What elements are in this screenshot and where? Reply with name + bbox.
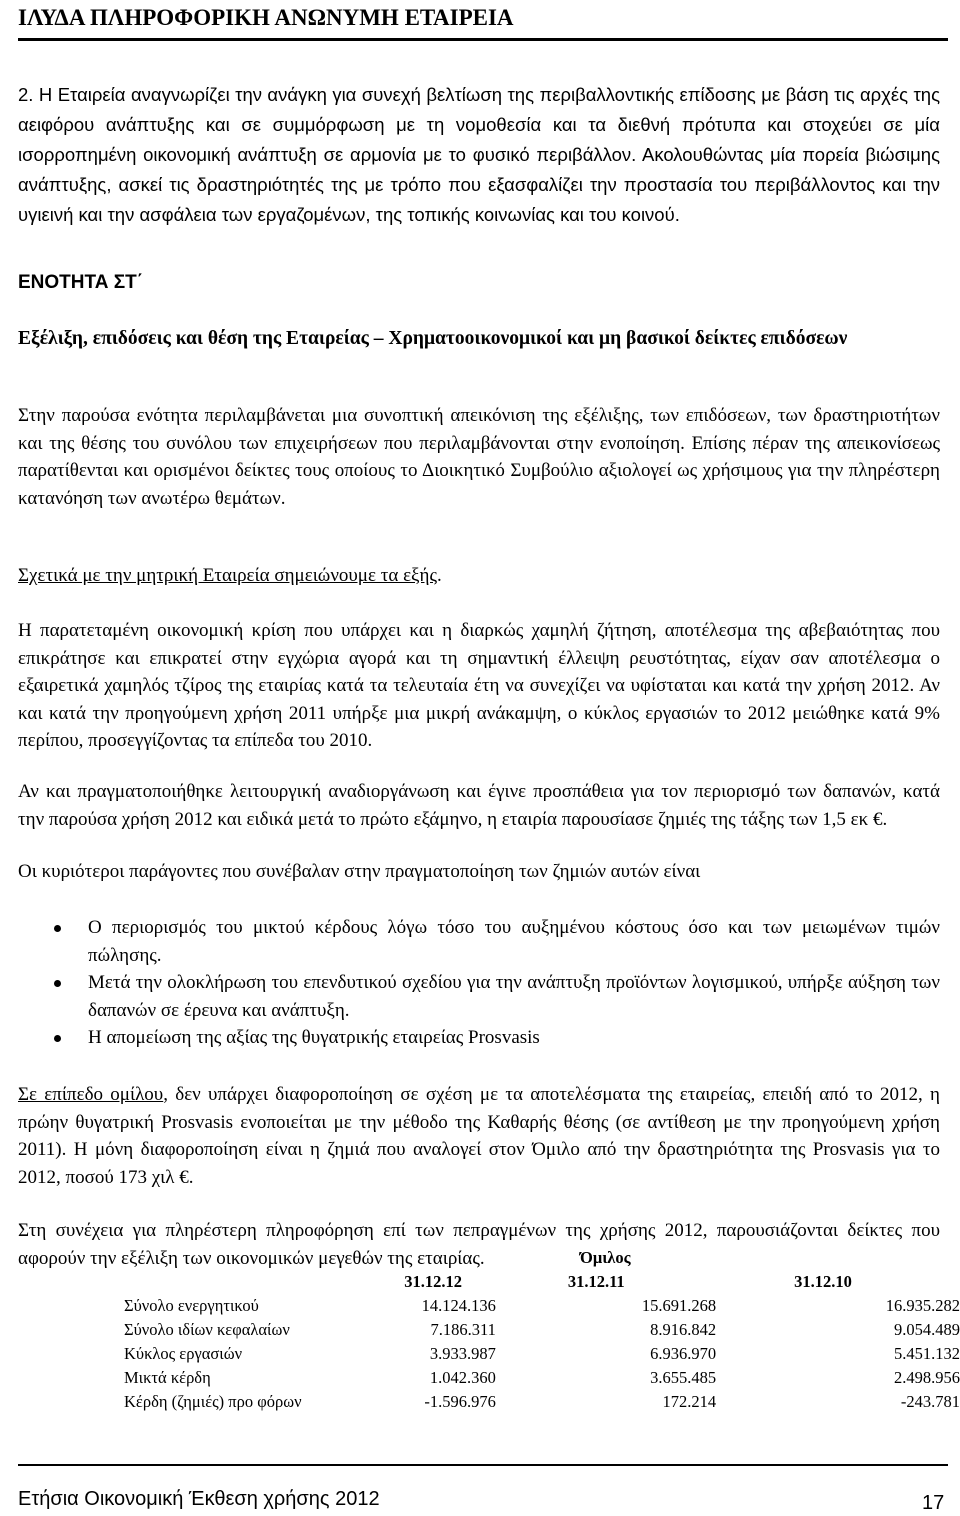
group-label-underlined: Σε επίπεδο ομίλου	[18, 1084, 164, 1105]
bullet-icon	[54, 925, 61, 932]
indicators-intro: Στη συνέχεια για πληρέστερη πληροφόρηση επί των πεπραγμένων της χρήσης 2012, παρουσιάζονται δείκτες που αφορούν την εξέλιξη των οικονομικών μεγεθών της εταιρίας.	[18, 1220, 940, 1269]
factors-list	[18, 914, 940, 1052]
parent-note-end: .	[436, 565, 442, 586]
column-header: 31.12.11	[567, 1272, 625, 1291]
factor-text: Μετά την ολοκλήρωση του επενδυτικού σχεδίου για την ανάπτυξη προϊόντων λογισμικού, υπήρξε αύξηση των δαπανών σε έρευνα και ανάπτυξη.	[88, 972, 940, 1021]
footer-rule	[18, 1464, 948, 1466]
cell-value: 14.124.136	[421, 1296, 496, 1315]
table-row	[124, 1318, 960, 1342]
column-header: 31.12.10	[794, 1272, 852, 1291]
row-label: Μικτά κέρδη	[124, 1368, 211, 1387]
crisis-paragraph: Η παρατεταμένη οικονομική κρίση που υπάρχει και η διαρκώς χαμηλή ζήτηση, αποτέλεσμα της αβεβαιότητας που επικράτησε και επικρατεί στην εγχώρια αγορά και τη σημαντική έλλειψη ρευστότητας, είχαν σαν αποτέλεσμα ο εξαιρετικά χαμηλός τζίρος της εταιρίας κατά τα τελευταία έτη να συνεχίζει να υφίσταται και κατά την χρήση 2012. Αν και κατά την προηγούμενη χρήση 2011 υπήρξε μια μικρή ανάκαμψη, ο κύκλος εργασιών το 2012 μειώθηκε κατά 9% περίπου, προσεγγίζοντας τα επίπεδα του 2010.	[18, 620, 940, 751]
cell-value: 8.916.842	[650, 1320, 717, 1339]
list-item	[18, 914, 940, 969]
row-label: Σύνολο ενεργητικού	[124, 1296, 259, 1315]
intro-paragraph: Στην παρούσα ενότητα περιλαμβάνεται μια συνοπτική απεικόνιση της εξέλιξης, των επιδόσεων, των δραστηριοτήτων και της θέσης του συνόλου των επιχειρήσεων που περιλαμβάνονται στην ενοποίηση. Επίσης πέραν της απεικονίσεως παρατίθενται και ορισμένοι δείκτες τους οποίους το Διοικητικό Συμβούλιο αξιολογεί ως χρήσιμους για την πληρέστερη κατανόηση των ανωτέρω θεμάτων.	[18, 405, 940, 509]
factor-text: Ο περιορισμός του μικτού κέρδους λόγω τόσο του αυξημένου κόστους όσο και των μειωμένων τιμών πώλησης.	[88, 917, 940, 966]
cell-value: 1.042.360	[429, 1368, 496, 1387]
section-subtitle: Εξέλιξη, επιδόσεις και θέση της Εταιρείας – Χρηματοοικονομικοί και μη βασικοί δείκτες επιδόσεων	[18, 328, 848, 349]
point-text: Η Εταιρεία αναγνωρίζει την ανάγκη για συνεχή βελτίωση της περιβαλλοντικής επίδοσης με βάση τις αρχές της αειφόρου ανάπτυξης και σε συμμόρφωση με τη νομοθεσία και τα διεθνή πρότυπα και στοχεύει σε μία ισορροπημένη οικονομική ανάπτυξη σε αρμονία με το φυσικό περιβάλλον. Ακολουθώντας μία πορεία βιώσιμης ανάπτυξης, ασκεί τις δραστηριότητές της με τρόπο που εξασφαλίζει την προστασία του περιβάλλοντος και την υγιεινή και την ασφάλεια των εργαζομένων, της τοπικής κοινωνίας και του κοινού.	[18, 84, 941, 225]
point-2-paragraph	[18, 80, 940, 230]
list-item	[18, 969, 940, 1024]
table-row	[124, 1294, 960, 1318]
cell-value: 3.655.485	[650, 1368, 717, 1387]
cell-value: 15.691.268	[641, 1296, 717, 1315]
row-label: Κέρδη (ζημιές) προ φόρων	[124, 1392, 302, 1411]
cell-value: 3.933.987	[429, 1344, 496, 1363]
cell-value: 5.451.132	[894, 1344, 960, 1363]
cell-value: 172.214	[662, 1392, 717, 1411]
financial-table	[124, 1270, 960, 1414]
table-row	[124, 1390, 960, 1414]
footer-title: Ετήσια Οικονομική Έκθεση χρήσης 2012	[18, 1488, 380, 1510]
cell-value: 6.936.970	[650, 1344, 717, 1363]
point-number: 2.	[18, 84, 34, 105]
factor-text: Η απομείωση της αξίας της θυγατρικής εταιρείας Prosvasis	[88, 1027, 540, 1048]
table-row	[124, 1366, 960, 1390]
cell-value: -1.596.976	[424, 1392, 496, 1411]
row-label: Σύνολο ιδίων κεφαλαίων	[124, 1320, 290, 1339]
cell-value: 2.498.956	[894, 1368, 960, 1387]
cell-value: 9.054.489	[894, 1320, 960, 1339]
list-item	[18, 1024, 940, 1052]
parent-note-underlined: Σχετικά με την μητρική Εταιρεία σημειώνουμε τα εξής	[18, 565, 437, 586]
table-row	[124, 1342, 960, 1366]
section-title: ΕΝΟΤΗΤΑ ΣΤ΄	[18, 272, 144, 293]
cell-value: -243.781	[900, 1392, 960, 1411]
cell-value: 7.186.311	[430, 1320, 496, 1339]
table-group-label: Όμιλος	[580, 1248, 631, 1267]
table-header-row	[124, 1270, 960, 1294]
group-paragraph	[18, 1081, 940, 1191]
parent-note	[18, 562, 940, 590]
factors-intro: Οι κυριότεροι παράγοντες που συνέβαλαν στην πραγματοποίηση των ζημιών αυτών είναι	[18, 861, 701, 882]
cell-value: 16.935.282	[885, 1296, 960, 1315]
bullet-icon	[54, 1035, 61, 1042]
table-header-spacer	[124, 1270, 402, 1294]
row-label: Κύκλος εργασιών	[124, 1344, 243, 1363]
company-header: ΙΛΥΔΑ ΠΛΗΡΟΦΟΡΙΚΗ ΑΝΩΝΥΜΗ ΕΤΑΙΡΕΙΑ	[18, 4, 948, 41]
page-number: 17	[922, 1492, 945, 1514]
column-header: 31.12.12	[404, 1272, 462, 1291]
restructuring-paragraph: Αν και πραγματοποιήθηκε λειτουργική αναδιοργάνωση και έγινε προσπάθεια για τον περιορισμό των δαπανών, κατά την παρούσα χρήση 2012 και ειδικά μετά το πρώτο εξάμηνο, η εταιρία παρουσίασε ζημιές της τάξης των 1,5 εκ €.	[18, 781, 940, 830]
bullet-icon	[54, 980, 61, 987]
group-paragraph-text: , δεν υπάρχει διαφοροποίηση σε σχέση με τα αποτελέσματα της εταιρείας, επειδή από το 2012, η πρώην θυγατρική Prosvasis ενοποιείται με την μέθοδο της Καθαρής θέσης (σε αντίθεση με την προηγούμενη χρήση 2011). Η μόνη διαφοροποίηση είναι η ζημιά που αναλογεί στον Όμιλο από την δραστηριότητα της Prosvasis για το 2012, ποσού 173 χιλ €.	[18, 1084, 940, 1188]
